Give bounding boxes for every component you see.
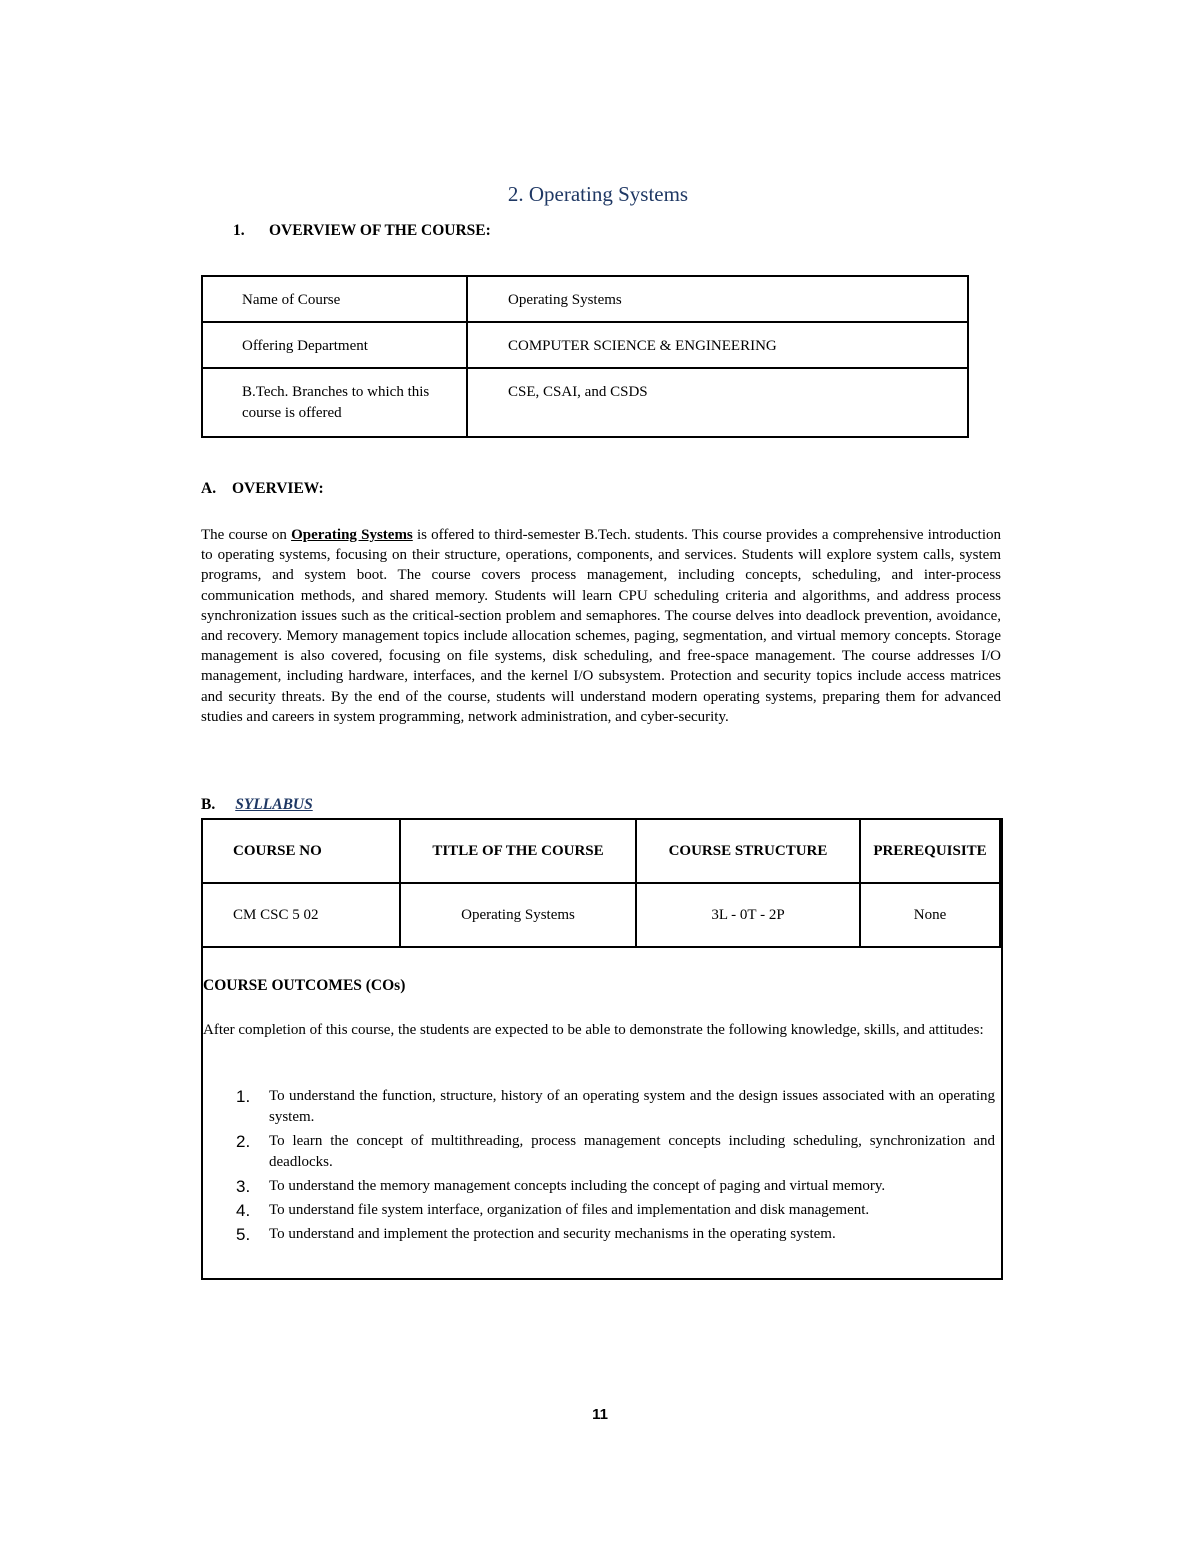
column-header-course-no: COURSE NO [202,819,400,883]
table-cell-label: Name of Course [202,276,467,322]
section-title: OVERVIEW OF THE COURSE: [269,222,491,239]
list-item: 5. To understand and implement the protection and security mechanisms in the operating system. [236,1225,836,1244]
list-item: 3. To understand the memory management concepts including the concept of paging and virtual memory. [236,1177,886,1196]
section-heading-overview-of-course [233,222,491,240]
table-cell-value: Operating Systems [467,276,968,322]
section-number: A. [201,480,217,497]
page-number: 11 [592,1406,608,1423]
list-number: 4. [236,1201,251,1220]
column-header-structure: COURSE STRUCTURE [636,819,860,883]
section-title: SYLLABUS [235,796,313,813]
table-row [202,276,968,322]
table-cell-label: Offering Department [202,322,467,368]
section-number: B. [201,796,216,813]
column-header-prerequisite: PREREQUISITE [860,819,1000,883]
document-title: 2. Operating Systems [507,182,689,206]
syllabus-box [201,818,1003,1280]
list-item: 2. To learn the concept of multithreading, process management concepts including scheduling, synchronization and deadlocks. [236,1132,995,1170]
list-number: 2. [236,1132,251,1151]
list-item: 1. To understand the function, structure, history of an operating system and the design issues associated with an operating system. [236,1087,995,1125]
section-heading-overview [201,480,324,498]
section-heading-syllabus [201,796,313,814]
list-number: 3. [236,1177,251,1196]
table-row [202,883,1000,947]
table-row [202,322,968,368]
cell-course-no: CM CSC 5 02 [202,883,400,947]
column-header-title: TITLE OF THE COURSE [400,819,636,883]
list-number: 5. [236,1225,251,1244]
table-row [202,368,968,437]
section-title: OVERVIEW: [232,480,324,497]
table-cell-value: COMPUTER SCIENCE & ENGINEERING [467,322,968,368]
course-overview-table [201,275,969,438]
table-cell-label: B.Tech. Branches to which this course is offered [202,368,467,437]
course-name-highlight: Operating Systems [291,527,413,543]
overview-paragraph: The course on Operating Systems is offered to third-semester B.Tech. students. This course provides a comprehensive introduction to operating systems, focusing on their structure, operations, components, and services. Students will explore system calls, system programs, and system boot. The course covers process management, including concepts, scheduling, and inter-process communication methods, and shared memory. Students will learn CPU scheduling criteria and algorithms, and address process synchronization issues such as the critical-section problem and semaphores. The course delves into deadlock prevention, avoidance, and recovery. Memory management topics include allocation schemes, paging, segmentation, and virtual memory concepts. Storage management is also covered, focusing on file systems, disk scheduling, and free-space management. The course addresses I/O management, including hardware, interfaces, and the kernel I/O subsystem. Protection and security topics include access matrices and security threats. By the end of the course, students will understand modern operating systems, preparing them for advanced studies and careers in system programming, network administration, and cyber-security. [201,527,1002,725]
cell-structure: 3L - 0T - 2P [636,883,860,947]
section-number: 1. [233,222,245,239]
cell-title: Operating Systems [400,883,636,947]
course-outcomes-list [203,1086,995,1248]
course-outcomes-heading: COURSE OUTCOMES (COs) [203,977,406,994]
list-number: 1. [236,1087,251,1106]
table-cell-value: CSE, CSAI, and CSDS [467,368,968,437]
cell-prerequisite: None [860,883,1000,947]
list-item: 4. To understand file system interface, organization of files and implementation and disk management. [236,1201,870,1220]
syllabus-table [201,818,1001,948]
course-outcomes-intro: After completion of this course, the students are expected to be able to demonstrate the following knowledge, skills, and attitudes: [203,1022,984,1038]
table-header-row [202,819,1000,883]
